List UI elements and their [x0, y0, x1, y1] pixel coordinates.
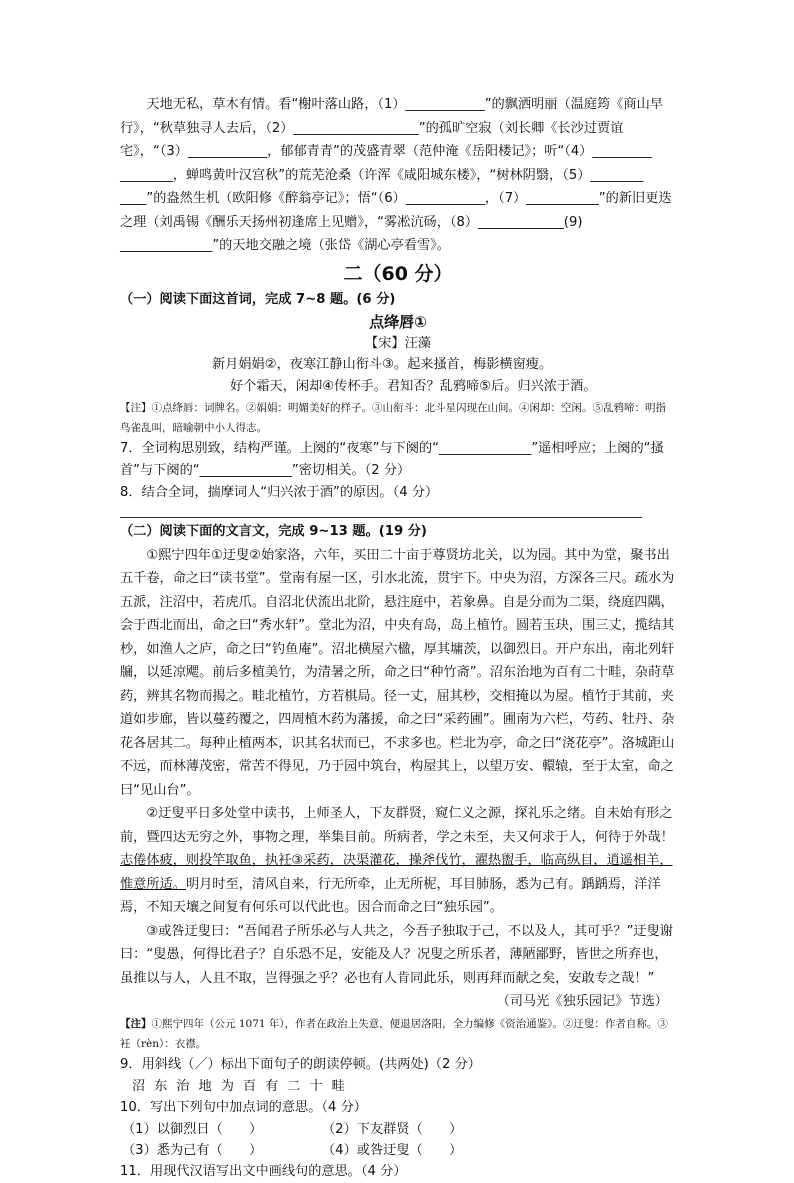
passage-paragraph-2 — [120, 802, 676, 920]
question-10-items — [120, 1119, 676, 1161]
passage-paragraph-1: ①熙宁四年①迂叟②始家洛，六年，买田二十亩于尊贤坊北关，以为园。其中为堂，聚书出五千卷，命之曰“读书堂”。堂南有屋一区，引水北流，贯宇下。中央为沼，方深各三尺。疏水为五派，注沼中，若虎爪。自沼北伏流出北阶，悬注庭中，若象鼻。自是分而为二渠，绕庭四隅，会于西北而出，命之曰“秀水轩”。堂北为沼，中央有岛，岛上植竹。圆若玉玦，围三丈，揽结其杪，如渔人之庐，命之曰“钓鱼庵”。沼北横屋六楹，厚其墉茨，以御烈日。开户东出，南北列轩牖，以延凉飔。前后多植美竹，为清暑之所，命之曰“种竹斋”。沼东治地为百有二十畦，杂莳草药，辨其名物而揭之。畦北植竹，方若棋局。径一丈，屈其杪，交相掩以为屋。植竹于其前，夹道如步廊，皆以蔓药覆之，四周植木药为藩援，命之曰“采药圃”。圃南为六栏，芍药、牡丹、杂花各居其二。每种止植两本，识其名状而已，不求多也。栏北为亭，命之曰“浇花亭”。洛城距山不远，而林薄茂密，常苦不得见，乃于园中筑台，构屋其上，以望万安、轘辕，至于太室，命之曰“见山台”。 — [120, 547, 675, 798]
exam-page — [120, 93, 676, 1183]
note-label: 【注】 — [120, 1017, 152, 1030]
passage-paragraph-3: ③或咎迂叟曰：“吾闻君子所乐必与人共之，今吾子独取于己，不以及人，其可乎？”迂叟谢曰：“叟愚，何得比君子？自乐恐不足，安能及人？况叟之所乐者，薄陋鄙野，皆世之所弃也，虽推以与人，人且不取，岂得强之乎？必也有人肯同此乐，则再拜而献之矣，安敢专之哉！” — [120, 923, 673, 986]
question-9: 9．用斜线（／）标出下面句子的朗读停顿。(共两处)（2 分） — [120, 1056, 481, 1072]
q10-item-4: （4）或咎迂叟（ ） — [322, 1142, 463, 1158]
passage-note — [120, 1014, 676, 1054]
answer-line — [120, 517, 642, 518]
question-8: 8．结合全词，揣摩词人“归兴浓于酒”的原因。（4 分） — [120, 485, 439, 500]
note-text: ①熙宁四年（公元 1071 年），作者在政治上失意，便退居洛阳，全力编修《资治通鉴》。②迂叟：作者自称。③衽（rèn）：衣襟。 — [120, 1017, 668, 1050]
underlined-sentence: 志倦体疲，则投竿取鱼，执衽③采药，决渠灌花，操斧伐竹，濯热盥手，临高纵目，逍遥相羊，惟意所适。 — [120, 853, 673, 892]
question-7: 7．全词构思别致，结构严谨。上阕的“夜寒”与下阕的“______________”遥相呼应；上阕的“搔首”与下阕的“______________”密切相关。（2 分） — [120, 441, 664, 478]
para2-text-a: ②迂叟平日多处堂中读书，上师圣人，下友群贤，窥仁义之源，探礼乐之绪。自未始有形之前，暨四达无穷之外，事物之理，举集目前。所病者，学之未至，夫又何求于人，何待于外哉！ — [120, 806, 674, 845]
passage-source: （司马光《独乐园记》节选） — [496, 994, 668, 1009]
question-11: 11．用现代汉语写出文中画线句的意思。（4 分） — [120, 1163, 407, 1179]
para2-text-b: 明月时至，清风自来，行无所牵，止无所柅，耳目肺肠，悉为己有。踽踽焉，洋洋焉，不知天壤之间复有何乐可以代此也。因合而命之曰“独乐园”。 — [120, 876, 661, 915]
q10-item-3: （3）悉为己有（ ） — [122, 1142, 263, 1158]
part2-heading: （二）阅读下面的文言文，完成 9~13 题。(19 分) — [120, 524, 427, 539]
poem-note: 【注】①点绛唇：词牌名。②娟娟：明媚美好的样子。③山衔斗：北斗星闪现在山间。④闲却：空闲。⑤乱鸦啼：明指鸟雀乱叫，暗喻朝中小人得志。 — [120, 402, 666, 434]
part1-heading: （一）阅读下面这首词，完成 7~8 题。(6 分) — [120, 291, 396, 307]
question-9-sentence: 沼东治地为百有二十畦 — [132, 1078, 354, 1094]
section-two-title: 二（60 分） — [343, 262, 453, 285]
poem-line-1: 新月娟娟②，夜寒江静山衔斗③。起来搔首，梅影横窗瘦。 — [212, 357, 553, 372]
question-10: 10．写出下列句中加点词的意思。（4 分） — [120, 1099, 367, 1115]
fill-blank-question: 天地无私，草木有情。看“榭叶落山路，（1）____________”的飘洒明丽（温庭筠《商山早行》，“秋草独寻人去后，（2）___________________”的孤旷空寂（刘长卿《长沙过贾谊宅》，“（3）____________，郁郁青青”的茂盛青翠（范仲淹《岳阳楼记》；听“（4）_________ ________，蝉鸣黄叶汉宫秋”的荒芜沧桑（许浑《咸阳城东楼》，“树林阴翳，（5）________ ____”的盎然生机（欧阳修《醉翁亭记》；悟“（6）____________，（7）___________”的新旧更迭之理（刘禹锡《酬乐天扬州初逢席上见赠》，“雾凇沆砀，（8）_____________(9) ______________”的天地交融之境（张岱《湖心亭看雪》。 — [120, 97, 672, 253]
poem-line-2: 好个霜天，闲却④传杯手。君知否？乱鸦啼⑤后。归兴浓于酒。 — [230, 379, 597, 394]
poem-author: 【宋】汪藻 — [365, 336, 431, 351]
poem-title: 点绛唇① — [369, 313, 427, 331]
q10-item-2: （2）下友群贤（ ） — [322, 1121, 463, 1137]
q10-item-1: （1）以御烈日（ ） — [122, 1121, 263, 1137]
